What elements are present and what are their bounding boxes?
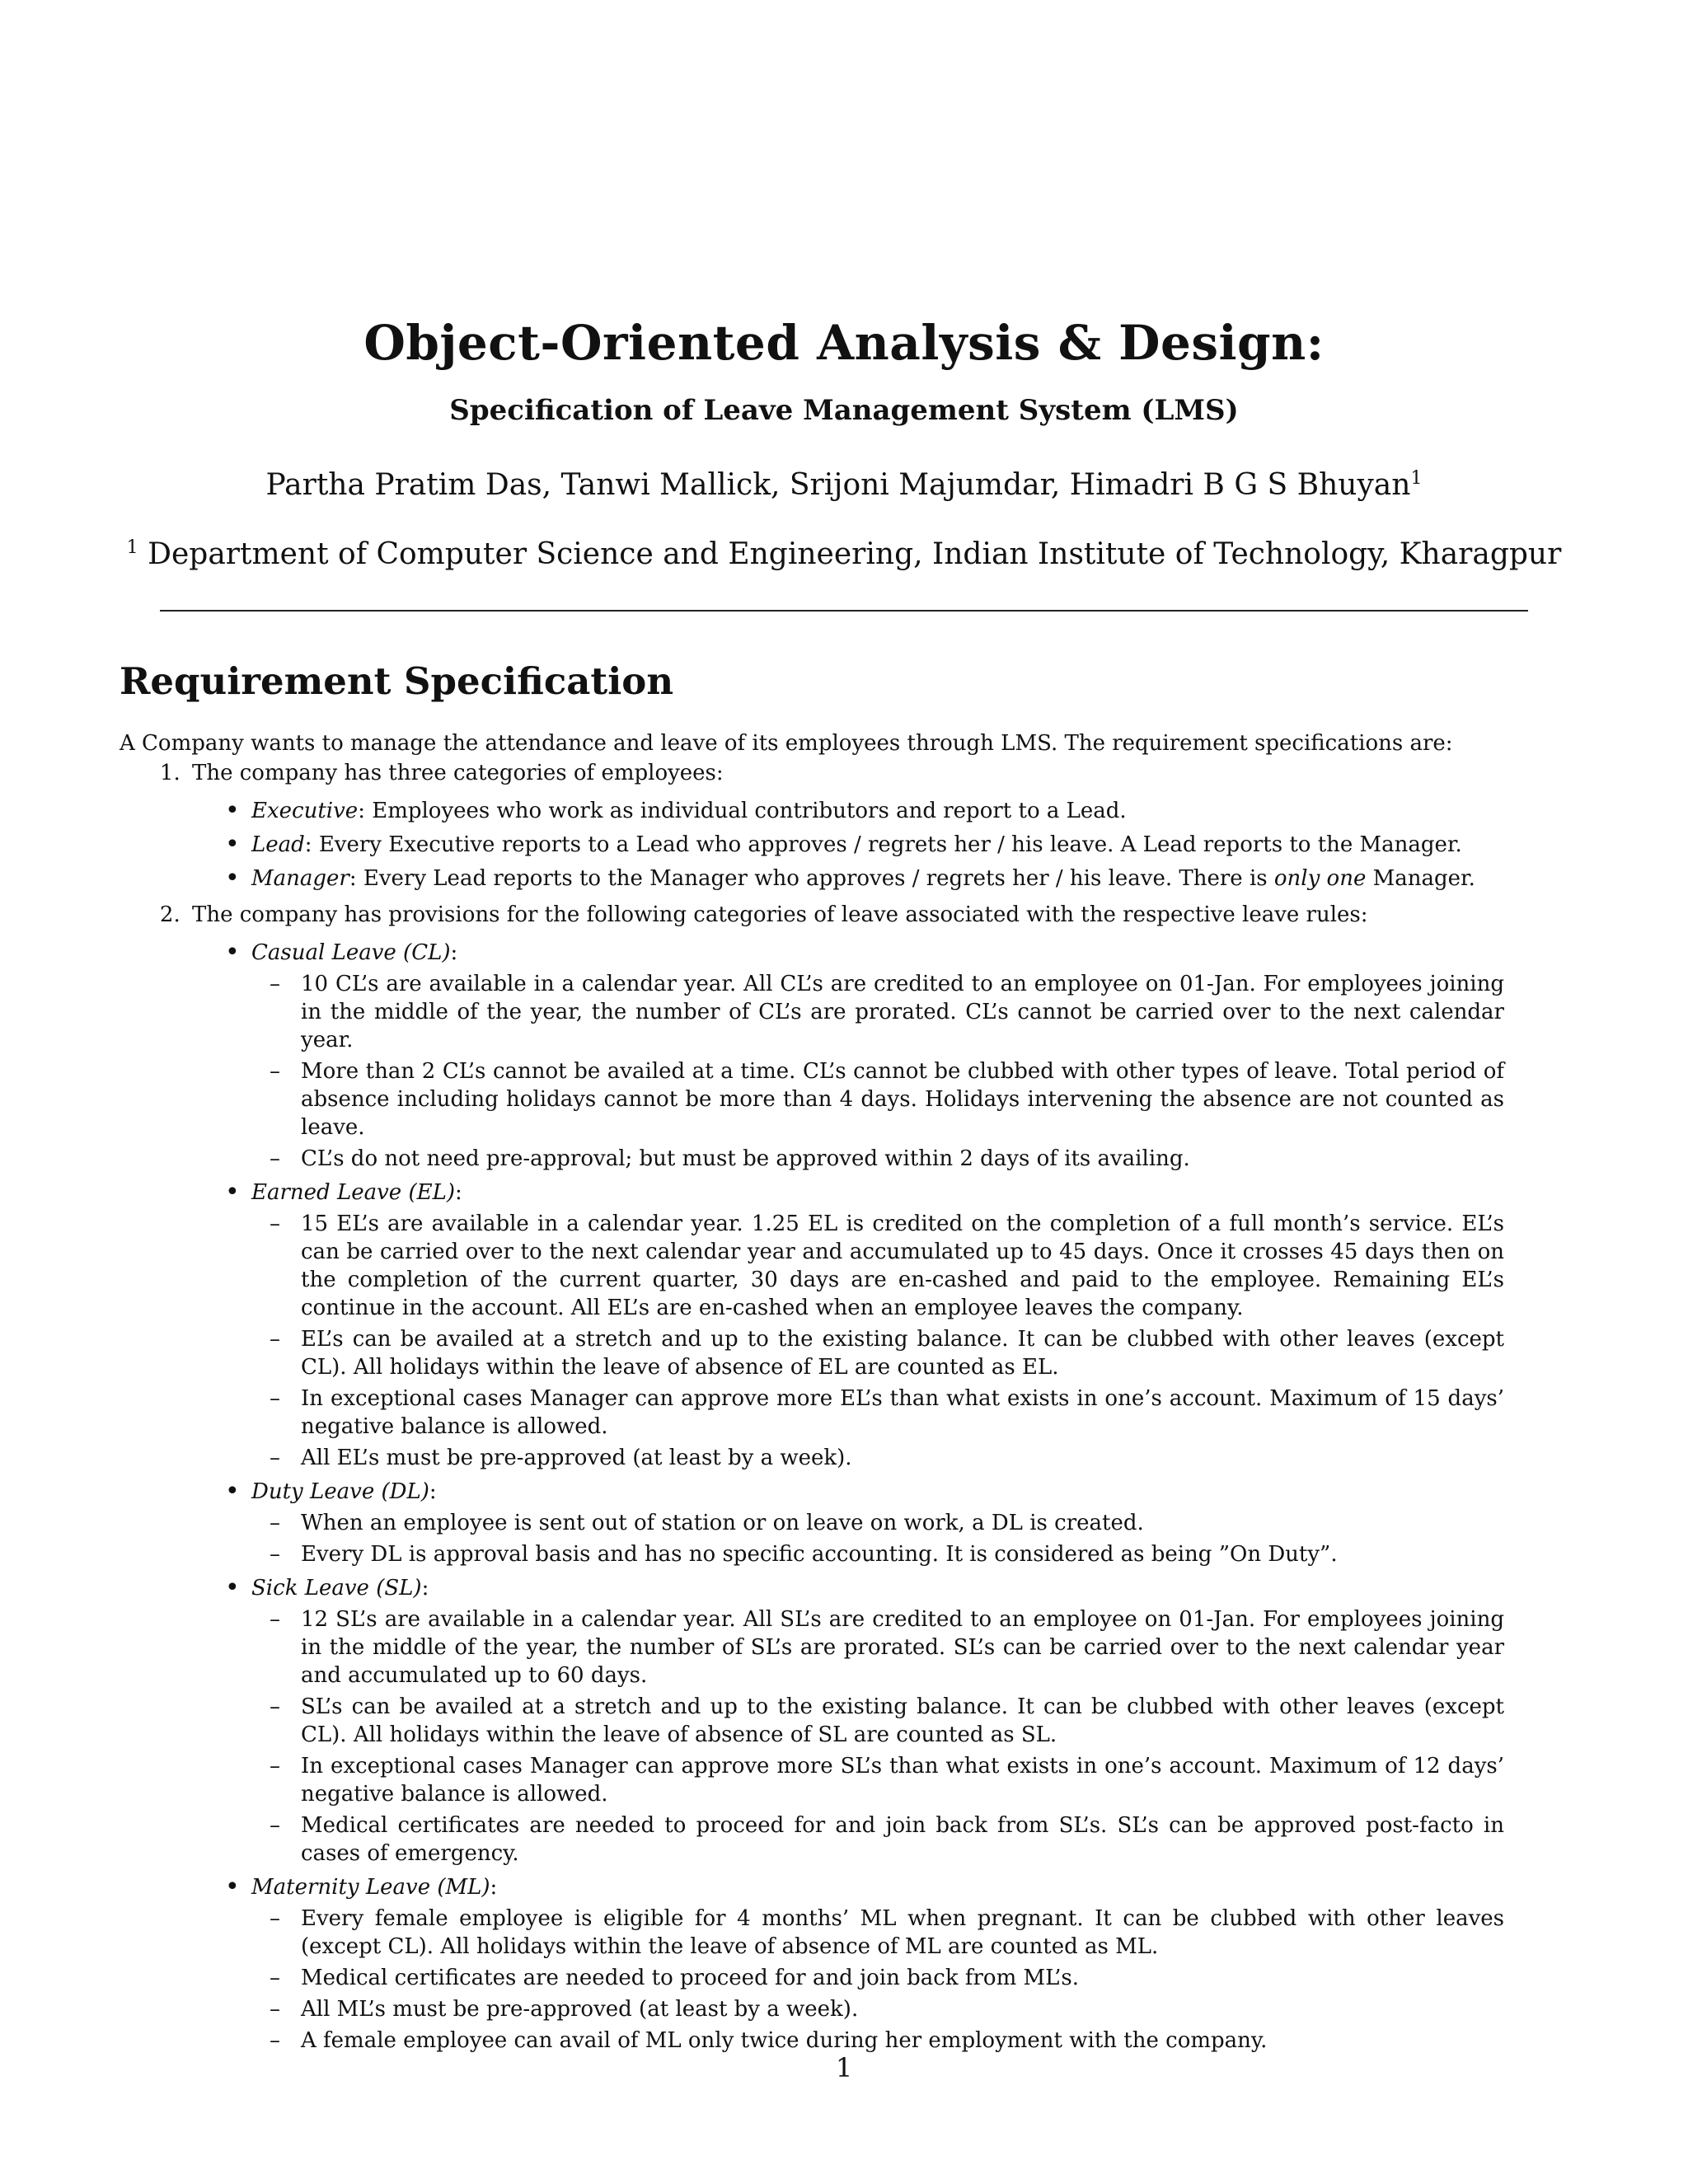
leave-rule: – In exceptional cases Manager can approve more EL’s than what exists in one’s account. Maximum of 15 days’ negative balance is allowed. [301,1385,1504,1441]
intro-paragraph: A Company wants to manage the attendance and leave of its employees through LMS. The requirement specifications are: [120,731,1453,756]
leave-name: Duty Leave (DL) [251,1479,429,1504]
leave-rule: – More than 2 CL’s cannot be availed at a time. CL’s cannot be clubbed with other types of leave. Total period of absence including holidays cannot be more than 4 days. Holidays intervening the absence are not counted as leave. [301,1057,1504,1141]
author-affiliation-marker: 1 [1410,468,1423,489]
leave-rule-list [251,1605,1504,1868]
leave-colon: : [454,1180,462,1205]
leave-name: Casual Leave (CL) [251,940,451,965]
requirement-list [120,759,1504,2055]
leave-name: Sick Leave (SL) [251,1576,422,1601]
leave-rule-list [251,1509,1504,1568]
leave-rule: – 12 SL’s are available in a calendar year. All SL’s are credited to an employee on 01-Jan. For employees joining in the middle of the year, the number of SL’s are prorated. SL’s can be carried over to the next calendar year and accumulated up to 60 days. [301,1605,1504,1690]
employee-category-item [251,797,1504,825]
leave-colon: : [450,940,458,965]
author-names: Partha Pratim Das, Tanwi Mallick, Srijoni Majumdar, Himadri B G S Bhuyan [265,468,1411,502]
category-name: Manager [251,866,349,891]
document-subtitle: Specification of Leave Management System (LMS) [449,394,1239,427]
leave-colon: : [429,1479,437,1504]
leave-rule: – All EL’s must be pre-approved (at least by a week). [301,1444,1504,1472]
leave-rule: – All ML’s must be pre-approved (at least by a week). [301,1995,1504,2023]
leave-colon: : [490,1875,498,1900]
leave-category-item [251,1873,1504,2055]
leave-rule: – When an employee is sent out of station or on leave on work, a DL is created. [301,1509,1504,1537]
leave-rule: – Medical certificates are needed to proceed for and join back from SL’s. SL’s can be approved post-facto in cases of emergency. [301,1811,1504,1868]
affiliation-text: Department of Computer Science and Engineering, Indian Institute of Technology, Kharagpur [148,537,1562,571]
affiliation-marker: 1 [126,537,138,558]
leave-rule: – EL’s can be availed at a stretch and up to the existing balance. It can be clubbed with other leaves (except CL). All holidays within the leave of absence of EL are counted as EL. [301,1325,1504,1381]
requirement-item [187,759,1504,893]
author-list [0,468,1688,502]
category-emphasis: only one [1273,866,1367,891]
requirement-text: The company has three categories of employees: [192,761,724,785]
leave-colon: : [421,1576,429,1601]
leave-rule: – Every female employee is eligible for 4 months’ ML when pregnant. It can be clubbed with other leaves (except CL). All holidays within the leave of absence of ML are counted as ML. [301,1905,1504,1961]
category-description: : Employees who work as individual contributors and report to a Lead. [358,799,1127,823]
leave-rule: – CL’s do not need pre-approval; but must be approved within 2 days of its availing. [301,1145,1504,1173]
leave-rule-list [251,1210,1504,1472]
leave-category-item [251,1179,1504,1472]
requirement-text: The company has provisions for the following categories of leave associated with the respective leave rules: [192,902,1368,927]
document-title: Object-Oriented Analysis & Design: [363,315,1325,371]
requirement-item [187,901,1504,2055]
section-heading: Requirement Specification [120,659,674,703]
category-description-tail: Manager. [1366,866,1475,891]
leave-rule: – Medical certificates are needed to proceed for and join back from ML’s. [301,1964,1504,1992]
leave-category-list [192,939,1504,2055]
category-name: Lead [251,832,305,857]
leave-category-item [251,1478,1504,1568]
leave-rule: – Every DL is approval basis and has no specific accounting. It is considered as being ”On Duty”. [301,1540,1504,1568]
leave-name: Maternity Leave (ML) [251,1875,490,1900]
category-description: : Every Executive reports to a Lead who approves / regrets her / his leave. A Lead reports to the Manager. [304,832,1462,857]
leave-rule: – In exceptional cases Manager can approve more SL’s than what exists in one’s account. Maximum of 12 days’ negative balance is allowed. [301,1752,1504,1808]
leave-rule-list [251,970,1504,1173]
leave-rule: – A female employee can avail of ML only twice during her employment with the company. [301,2027,1504,2055]
employee-category-list [192,797,1504,893]
page-number: 1 [835,2052,853,2083]
leave-rule: – 10 CL’s are available in a calendar year. All CL’s are credited to an employee on 01-Jan. For employees joining in the middle of the year, the number of CL’s are prorated. CL’s cannot be carried over to the next calendar year. [301,970,1504,1054]
category-description: : Every Lead reports to the Manager who approves / regrets her / his leave. There is [349,866,1274,891]
affiliation [0,537,1688,571]
leave-category-item [251,939,1504,1173]
leave-rule: – 15 EL’s are available in a calendar year. 1.25 EL is credited on the completion of a full month’s service. EL’s can be carried over to the next calendar year and accumulated up to 45 days. Once it crosses 45 days then on the completion of the current quarter, 30 days are en-cashed and paid to the employee. Remaining EL’s continue in the account. All EL’s are en-cashed when an employee leaves the company. [301,1210,1504,1322]
leave-rule: – SL’s can be availed at a stretch and up to the existing balance. It can be clubbed with other leaves (except CL). All holidays within the leave of absence of SL are counted as SL. [301,1693,1504,1749]
leave-name: Earned Leave (EL) [251,1180,455,1205]
section-body [120,729,1504,2063]
category-name: Executive [251,799,359,823]
leave-rule-list [251,1905,1504,2055]
employee-category-item [251,831,1504,859]
leave-category-item [251,1574,1504,1868]
employee-category-item [251,865,1504,893]
header-divider [160,610,1528,612]
